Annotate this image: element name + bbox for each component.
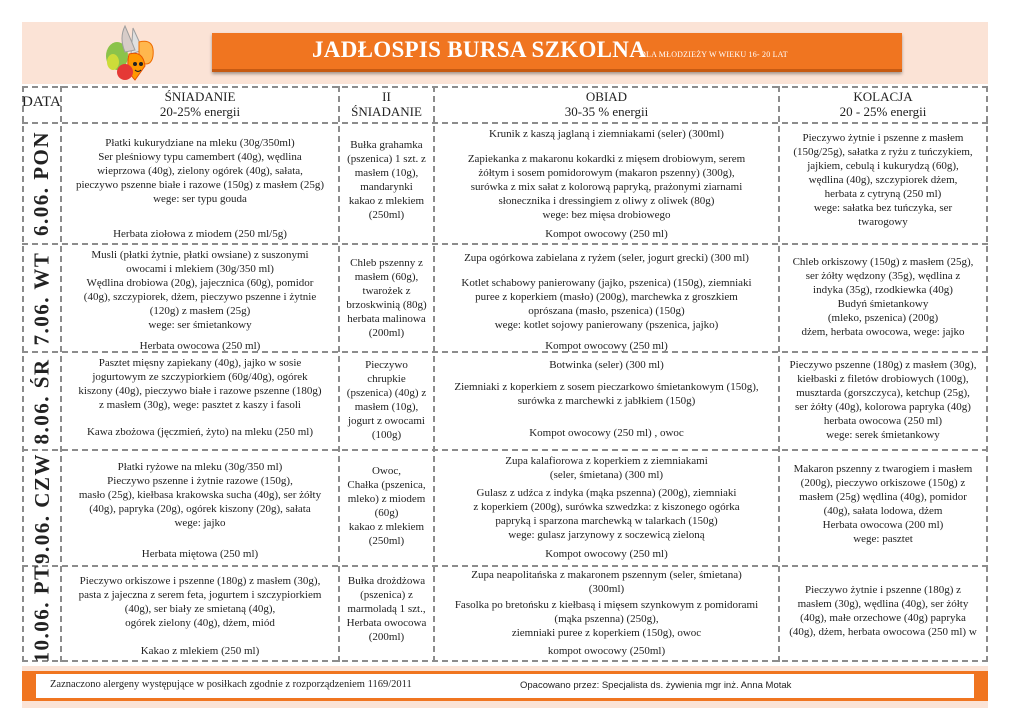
breakfast-cell: Pieczywo orkiszowe i pszenne (180g) z masłem (30g), pasta z jajeczna z serem feta, jogurtem i szczypiorkiem (40g), ser biały ze smietaną (40g), ogórek zielony (40g), dżem, miód bbox=[78, 575, 322, 629]
lunch-main: Ziemniaki z koperkiem z sosem pieczarkowo śmietankowym (150g), surówka z marchewki z jabłkiem (150g) bbox=[454, 381, 759, 407]
lunch-main: Gulasz z udźca z indyka (mąka pszenna) (200g), ziemniaki z koperkiem (200g), surówka szwedzka: z kiszonego ogórka papryką i sparzona marchewką w talarkach (150g) wege: gulasz jarzynowy z soczewicą zieloną bbox=[473, 487, 740, 541]
day-label: 9.06. CZW bbox=[29, 452, 54, 564]
lunch-main: Zapiekanka z makaronu kokardki z mięsem drobiowym, serem żółtym i sosem pomidorowym (makaron pszenny) (300g), surówka z mix sałat z kolorową papryką, prażonymi ziarnami słonecznika i dressingiem z oliwy z oliwek (80g) wege: bez mięsa drobiowego bbox=[467, 153, 746, 221]
footer-box bbox=[36, 674, 974, 698]
row-divider bbox=[22, 565, 988, 567]
lunch-drink: Kompot owocowy (250 ml) , owoc bbox=[529, 427, 684, 439]
second-breakfast-cell: Pieczywo chrupkie (pszenica) (40g) z masłem (10g), jogurt z owocami (100g) bbox=[346, 359, 427, 441]
lunch-soup: Botwinka (seler) (300 ml) bbox=[549, 359, 664, 371]
lunch-main: Kotlet schabowy panierowany (jajko, pszenica) (150g), ziemniaki puree z koperkiem (masło) (200g), marchewka z groszkiem oprószana (masło, pszenica) (150g) wege: kotlet sojowy panierowany (pszenica, jajko) bbox=[461, 277, 752, 331]
lunch-soup: Krunik z kaszą jaglaną i ziemniakami (seler) (300ml) bbox=[489, 128, 724, 140]
lunch-drink: kompot owocowy (250ml) bbox=[547, 645, 666, 657]
lunch-main: Fasolka po bretońsku z kiełbasą i mięsem szynkowym z pomidorami (mąka pszenna) (250g), ziemniaki puree z koperkiem (150g), owoc bbox=[454, 599, 759, 639]
page-subtitle: DLA MŁODZIEŻY W WIEKU 16- 20 LAT bbox=[640, 50, 788, 59]
lunch-drink: Kompot owocowy (250 ml) bbox=[545, 228, 668, 240]
row-divider bbox=[22, 122, 988, 124]
supper-cell: Pieczywo żytnie i pszenne z masłem (150g/25g), sałatka z ryżu z tuńczykiem, jajkiem, cebulą i kukurydzą (60g), wędlina (40g), szczypiorek dżem, herbata z cytryną (250 ml) wege: sałatka bez tuńczyka, ser twarogowy bbox=[793, 132, 973, 228]
footer-bar bbox=[22, 671, 988, 701]
col-header-second-breakfast: II ŚNIADANIE bbox=[351, 89, 422, 119]
supper-cell: Pieczywo żytnie i pszenne (180g) z masłem (30g), wędlina (40g), ser żółty (40g), małe orzechowe (40g) papryka (40g), dżem, herbata owocowa (250 ml) w bbox=[789, 584, 977, 638]
second-breakfast-cell: Bułka grahamka (pszenica) 1 szt. z masłem (10g), mandarynki kakao z mlekiem (250ml) bbox=[347, 139, 426, 221]
day-label: 8.06. ŚR bbox=[29, 357, 54, 445]
col-header-lunch: OBIAD 30-35 % energii bbox=[564, 89, 649, 119]
table-border-bottom bbox=[22, 660, 988, 662]
supper-cell: Makaron pszenny z twarogiem i masłem (200g), pieczywo orkiszowe (150g) z masłem (25g) wędlina (40g), pomidor (40g), sałata lodowa, dżem Herbata owocowa (200 ml) wege: pasztet bbox=[793, 463, 973, 545]
day-label: 6.06. PON bbox=[29, 130, 54, 237]
row-divider bbox=[22, 449, 988, 451]
page-title: JADŁOSPIS BURSA SZKOLNA bbox=[312, 37, 647, 62]
row-divider bbox=[22, 243, 988, 245]
second-breakfast-cell: Chleb pszenny z masłem (60g), twarożek z brzoskwinią (80g) herbata malinowa (200ml) bbox=[346, 257, 427, 339]
breakfast-cell: Płatki kukurydziane na mleku (30g/350ml) Ser pleśniowy typu camembert (40g), wędlina wieprzowa (40g), zielony ogórek (40g), sałata, pieczywo pszenne białe i razowe (150g) z masłem (25g) wege: ser typu gouda bbox=[75, 137, 324, 205]
second-breakfast-cell: Owoc, Chałka (pszenica, mleko) z miodem (60g) kakao z mlekiem (250ml) bbox=[347, 465, 426, 547]
title-bar bbox=[212, 33, 902, 72]
lunch-soup: Zupa ogórkowa zabielana z ryżem (seler, jogurt grecki) (300 ml) bbox=[464, 252, 749, 264]
footer-band bbox=[22, 666, 988, 708]
col-header-breakfast: ŚNIADANIE 20-25% energii bbox=[159, 89, 241, 119]
lunch-soup: Zupa kalafiorowa z koperkiem z ziemniakami (seler, śmietana) (300 ml) bbox=[505, 455, 708, 481]
lunch-drink: Kompot owocowy (250 ml) bbox=[545, 548, 668, 560]
lunch-soup: Zupa neapolitańska z makaronem pszennym (seler, śmietana) (300ml) bbox=[471, 569, 742, 595]
allergen-note: Zaznaczono alergeny występujące w posiłkach zgodnie z rozporządzeniem 1169/2011 bbox=[50, 679, 412, 690]
supper-cell: Chleb orkiszowy (150g) z masłem (25g), ser żółty wędzony (35g), wędlina z indyka (35g), rzodkiewka (40g) Budyń śmietankowy (mleko, pszenica) (200g) dżem, herbata owocowa, wege: jajko bbox=[792, 256, 974, 338]
breakfast-drink: Herbata ziołowa z miodem (250 ml/5g) bbox=[113, 228, 287, 240]
supper-cell: Pieczywo pszenne (180g) z masłem (30g), kiełbaski z filetów drobiowych (100g), musztarda (gorszczyca), ketchup (25g), ser żółty (40g), kolorowa papryka (40g) herbata owocowa (250 ml) wege: serek śmietankowy bbox=[789, 359, 977, 441]
lunch-drink: Kompot owocowy (250 ml) bbox=[545, 340, 668, 352]
menu-table bbox=[22, 86, 988, 662]
breakfast-drink: Herbata miętowa (250 ml) bbox=[141, 548, 259, 560]
col-header-date: DATA bbox=[22, 94, 61, 110]
breakfast-cell: Musli (płatki żytnie, płatki owsiane) z suszonymi owocami i mlekiem (30g/350 ml) Wędlina drobiowa (20g), jajecznica (60g), pomidor (40g), szczypiorek, dżem, pieczywo pszenne i żytnie (120g) z masłem (25g) wege: ser śmietankowy bbox=[83, 249, 317, 331]
col-header-supper: KOLACJA 20 - 25% energii bbox=[839, 89, 927, 119]
breakfast-drink: Herbata owocowa (250 ml) bbox=[139, 340, 261, 352]
breakfast-drink: Kakao z mlekiem (250 ml) bbox=[140, 645, 260, 657]
prepared-by: Opacowano przez: Specjalista ds. żywienia mgr inż. Anna Motak bbox=[520, 680, 792, 691]
breakfast-cell: Płatki ryżowe na mleku (30g/350 ml) Pieczywo pszenne i żytnie razowe (150g), masło (25g), kiełbasa krakowska sucha (40g), ser żółty (40g), papryka (20g), ogórek kiszony (20g), sałata wege: jajko bbox=[78, 461, 322, 529]
col-divider bbox=[986, 86, 988, 662]
day-label: 10.06. PT bbox=[29, 564, 54, 663]
second-breakfast-cell: Bułka drożdżowa (pszenica) z marmoladą 1 szt., Herbata owocowa (200ml) bbox=[346, 575, 427, 643]
breakfast-cell: Pasztet mięsny zapiekany (40g), jajko w sosie jogurtowym ze szczypiorkiem (60g/40g), ogórek kiszony (40g), pieczywo białe i razowe pszenne (180g) z masłem (30g), wege: pasztet z kaszy i fasoli bbox=[78, 357, 322, 411]
breakfast-drink: Kawa zbożowa (jęczmień, żyto) na mleku (250 ml) bbox=[86, 426, 314, 438]
day-label: 7.06. WT bbox=[29, 251, 54, 345]
table-border-top bbox=[22, 86, 988, 88]
vegetables-logo-icon bbox=[95, 20, 165, 84]
